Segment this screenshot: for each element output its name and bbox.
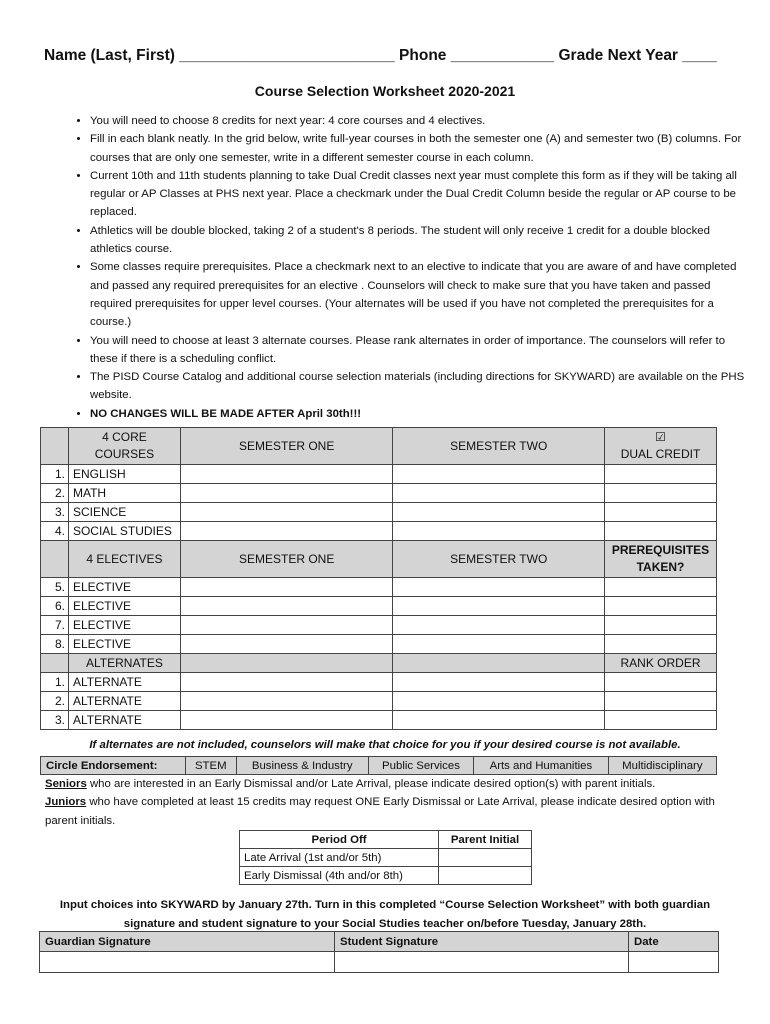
instructions-list [68, 112, 750, 423]
semester-two-cell[interactable] [393, 484, 605, 503]
prerequisites-cell[interactable] [605, 597, 717, 616]
electives-header: 4 ELECTIVES [68, 541, 180, 578]
semester-one-cell[interactable] [180, 578, 393, 597]
endorsement-option-business[interactable]: Business & Industry [236, 757, 368, 775]
signature-table [39, 931, 719, 973]
page-title: Course Selection Worksheet 2020-2021 [254, 83, 516, 99]
semester-one-header: SEMESTER ONE [180, 428, 393, 465]
course-grid [40, 427, 717, 730]
guardian-signature-field[interactable] [40, 952, 335, 973]
bullet-item: • Some classes require prerequisites. Place a checkmark next to an elective to indicate that you are aware of and have completed and passed any required prerequisites for an elective . Counselors will check to make sure that you have taken and passed required prerequisites for upper level courses. (Your alternates will be used if you have not completed the prerequisites for a course.) [90, 258, 750, 331]
prerequisites-cell[interactable] [605, 635, 717, 654]
semester-two-cell[interactable] [393, 578, 605, 597]
rank-order-cell[interactable] [605, 673, 717, 692]
course-label: ALTERNATE [68, 692, 180, 711]
row-number: 5. [41, 578, 69, 597]
row-number: 8. [41, 635, 69, 654]
alternates-header-blank [180, 654, 393, 673]
course-label: SCIENCE [68, 503, 180, 522]
course-label: ENGLISH [68, 465, 180, 484]
alternate-row [41, 673, 717, 692]
row-number: 6. [41, 597, 69, 616]
late-arrival-initial[interactable] [439, 849, 532, 867]
semester-one-cell[interactable] [180, 692, 393, 711]
semester-two-cell[interactable] [393, 711, 605, 730]
seniors-text: who are interested in an Early Dismissal and/or Late Arrival, please indicate desired option(s) with parent initials. [86, 778, 656, 790]
header-line [44, 47, 734, 65]
row-number: 1. [41, 465, 69, 484]
semester-two-cell[interactable] [393, 522, 605, 541]
row-number: 2. [41, 692, 69, 711]
juniors-text: who have completed at least 15 credits may request ONE Early Dismissal or Late Arrival, please indicate desired option with parent initials. [45, 796, 715, 827]
semester-one-cell[interactable] [180, 635, 393, 654]
prerequisites-cell[interactable] [605, 616, 717, 635]
core-row-english [41, 465, 717, 484]
row-number: 3. [41, 711, 69, 730]
dual-credit-label: DUAL CREDIT [620, 447, 701, 461]
row-number: 2. [41, 484, 69, 503]
checkbox-icon: ☑ [655, 430, 666, 444]
semester-one-cell[interactable] [180, 597, 393, 616]
student-signature-label: Student Signature [335, 932, 629, 952]
juniors-paragraph [45, 793, 735, 830]
electives-header-row [41, 541, 717, 578]
alternate-row [41, 711, 717, 730]
elective-row [41, 635, 717, 654]
core-row-math [41, 484, 717, 503]
semester-one-cell[interactable] [180, 711, 393, 730]
course-label: ELECTIVE [68, 578, 180, 597]
early-dismissal-initial[interactable] [439, 867, 532, 885]
rank-order-header: RANK ORDER [605, 654, 717, 673]
semester-two-cell[interactable] [393, 597, 605, 616]
juniors-label: Juniors [45, 796, 87, 808]
elective-row [41, 616, 717, 635]
course-label: MATH [68, 484, 180, 503]
course-label: SOCIAL STUDIES [68, 522, 180, 541]
course-label: ALTERNATE [68, 673, 180, 692]
rank-order-cell[interactable] [605, 711, 717, 730]
alternates-note: If alternates are not included, counselors will make that choice for you if your desired course is not available. [89, 739, 681, 751]
semester-two-cell[interactable] [393, 616, 605, 635]
alternates-header-blank [393, 654, 605, 673]
prerequisites-cell[interactable] [605, 578, 717, 597]
bullet-item: • Fill in each blank neatly. In the grid below, write full-year courses in both the semester one (A) and semester two (B) columns. For courses that are only one semester, write in a different semester course in each column. [90, 130, 750, 167]
phone-field-label[interactable]: Phone ____________ [399, 47, 555, 64]
bullet-item: • Current 10th and 11th students planning to take Dual Credit classes next year must complete this form as if they will be taking all regular or AP Classes at PHS next year. Place a checkmark under the Dual Credit Column beside the regular or AP course to be replaced. [90, 167, 750, 222]
course-label: ELECTIVE [68, 635, 180, 654]
semester-two-header: SEMESTER TWO [393, 428, 605, 465]
semester-one-cell[interactable] [180, 484, 393, 503]
alternates-header: ALTERNATES [68, 654, 180, 673]
name-field-label[interactable]: Name (Last, First) _________________________ [44, 47, 395, 64]
date-field[interactable] [629, 952, 719, 973]
period-off-table [239, 830, 532, 885]
dual-credit-cell[interactable] [605, 522, 717, 541]
endorsement-option-arts[interactable]: Arts and Humanities [474, 757, 609, 775]
semester-one-cell[interactable] [180, 522, 393, 541]
bullet-item: • You will need to choose at least 3 alternate courses. Please rank alternates in order of importance. The counselors will refer to these if there is a scheduling conflict. [90, 332, 750, 369]
date-label: Date [629, 932, 719, 952]
row-number: 7. [41, 616, 69, 635]
course-label: ALTERNATE [68, 711, 180, 730]
bullet-item: • You will need to choose 8 credits for next year: 4 core courses and 4 electives. [90, 112, 750, 130]
core-row-social-studies [41, 522, 717, 541]
dual-credit-cell[interactable] [605, 465, 717, 484]
rank-order-cell[interactable] [605, 692, 717, 711]
semester-two-header: SEMESTER TWO [393, 541, 605, 578]
semester-two-cell[interactable] [393, 635, 605, 654]
dual-credit-cell[interactable] [605, 484, 717, 503]
alternate-row [41, 692, 717, 711]
parent-initial-header: Parent Initial [439, 831, 532, 849]
endorsement-option-stem[interactable]: STEM [186, 757, 237, 775]
prerequisites-header: PREREQUISITES TAKEN? [605, 541, 717, 578]
grade-field-label[interactable]: Grade Next Year ____ [558, 47, 717, 64]
num-header [41, 654, 69, 673]
num-header [41, 541, 69, 578]
semester-one-cell[interactable] [180, 465, 393, 484]
course-label: ELECTIVE [68, 597, 180, 616]
late-arrival-label: Late Arrival (1st and/or 5th) [240, 849, 439, 867]
row-number: 3. [41, 503, 69, 522]
core-header-row [41, 428, 717, 465]
core-courses-header: 4 CORE COURSES [68, 428, 180, 465]
bullet-item: • Athletics will be double blocked, taking 2 of a student's 8 periods. The student will only receive 1 credit for a double blocked athletics course. [90, 222, 750, 259]
alternates-header-row [41, 654, 717, 673]
semester-one-cell[interactable] [180, 673, 393, 692]
elective-row [41, 597, 717, 616]
dual-credit-cell[interactable] [605, 503, 717, 522]
row-number: 4. [41, 522, 69, 541]
guardian-signature-label: Guardian Signature [40, 932, 335, 952]
endorsement-option-multidisciplinary[interactable]: Multidisciplinary [608, 757, 716, 775]
endorsement-label: Circle Endorsement: [41, 757, 186, 775]
semester-two-cell[interactable] [393, 465, 605, 484]
semester-two-cell[interactable] [393, 673, 605, 692]
endorsement-row [40, 756, 717, 775]
bullet-item: • The PISD Course Catalog and additional course selection materials (including directions for SKYWARD) are available on the PHS website. [90, 368, 750, 405]
core-row-science [41, 503, 717, 522]
endorsement-option-public-services[interactable]: Public Services [368, 757, 473, 775]
semester-one-cell[interactable] [180, 503, 393, 522]
early-dismissal-label: Early Dismissal (4th and/or 8th) [240, 867, 439, 885]
semester-one-header: SEMESTER ONE [180, 541, 393, 578]
student-signature-field[interactable] [335, 952, 629, 973]
bullet-item: • NO CHANGES WILL BE MADE AFTER April 30th!!! [90, 405, 750, 423]
submission-instructions: Input choices into SKYWARD by January 27th. Turn in this completed “Course Selection Worksheet” with both guardian signature and student signature to your Social Studies teacher on/before Tuesday, January 28th. [59, 899, 711, 930]
row-number: 1. [41, 673, 69, 692]
seniors-paragraph [45, 775, 735, 794]
semester-one-cell[interactable] [180, 616, 393, 635]
semester-two-cell[interactable] [393, 503, 605, 522]
dual-credit-header [605, 428, 717, 465]
semester-two-cell[interactable] [393, 692, 605, 711]
course-label: ELECTIVE [68, 616, 180, 635]
seniors-label: Seniors [45, 778, 87, 790]
num-header [41, 428, 69, 465]
elective-row [41, 578, 717, 597]
period-off-header: Period Off [240, 831, 439, 849]
